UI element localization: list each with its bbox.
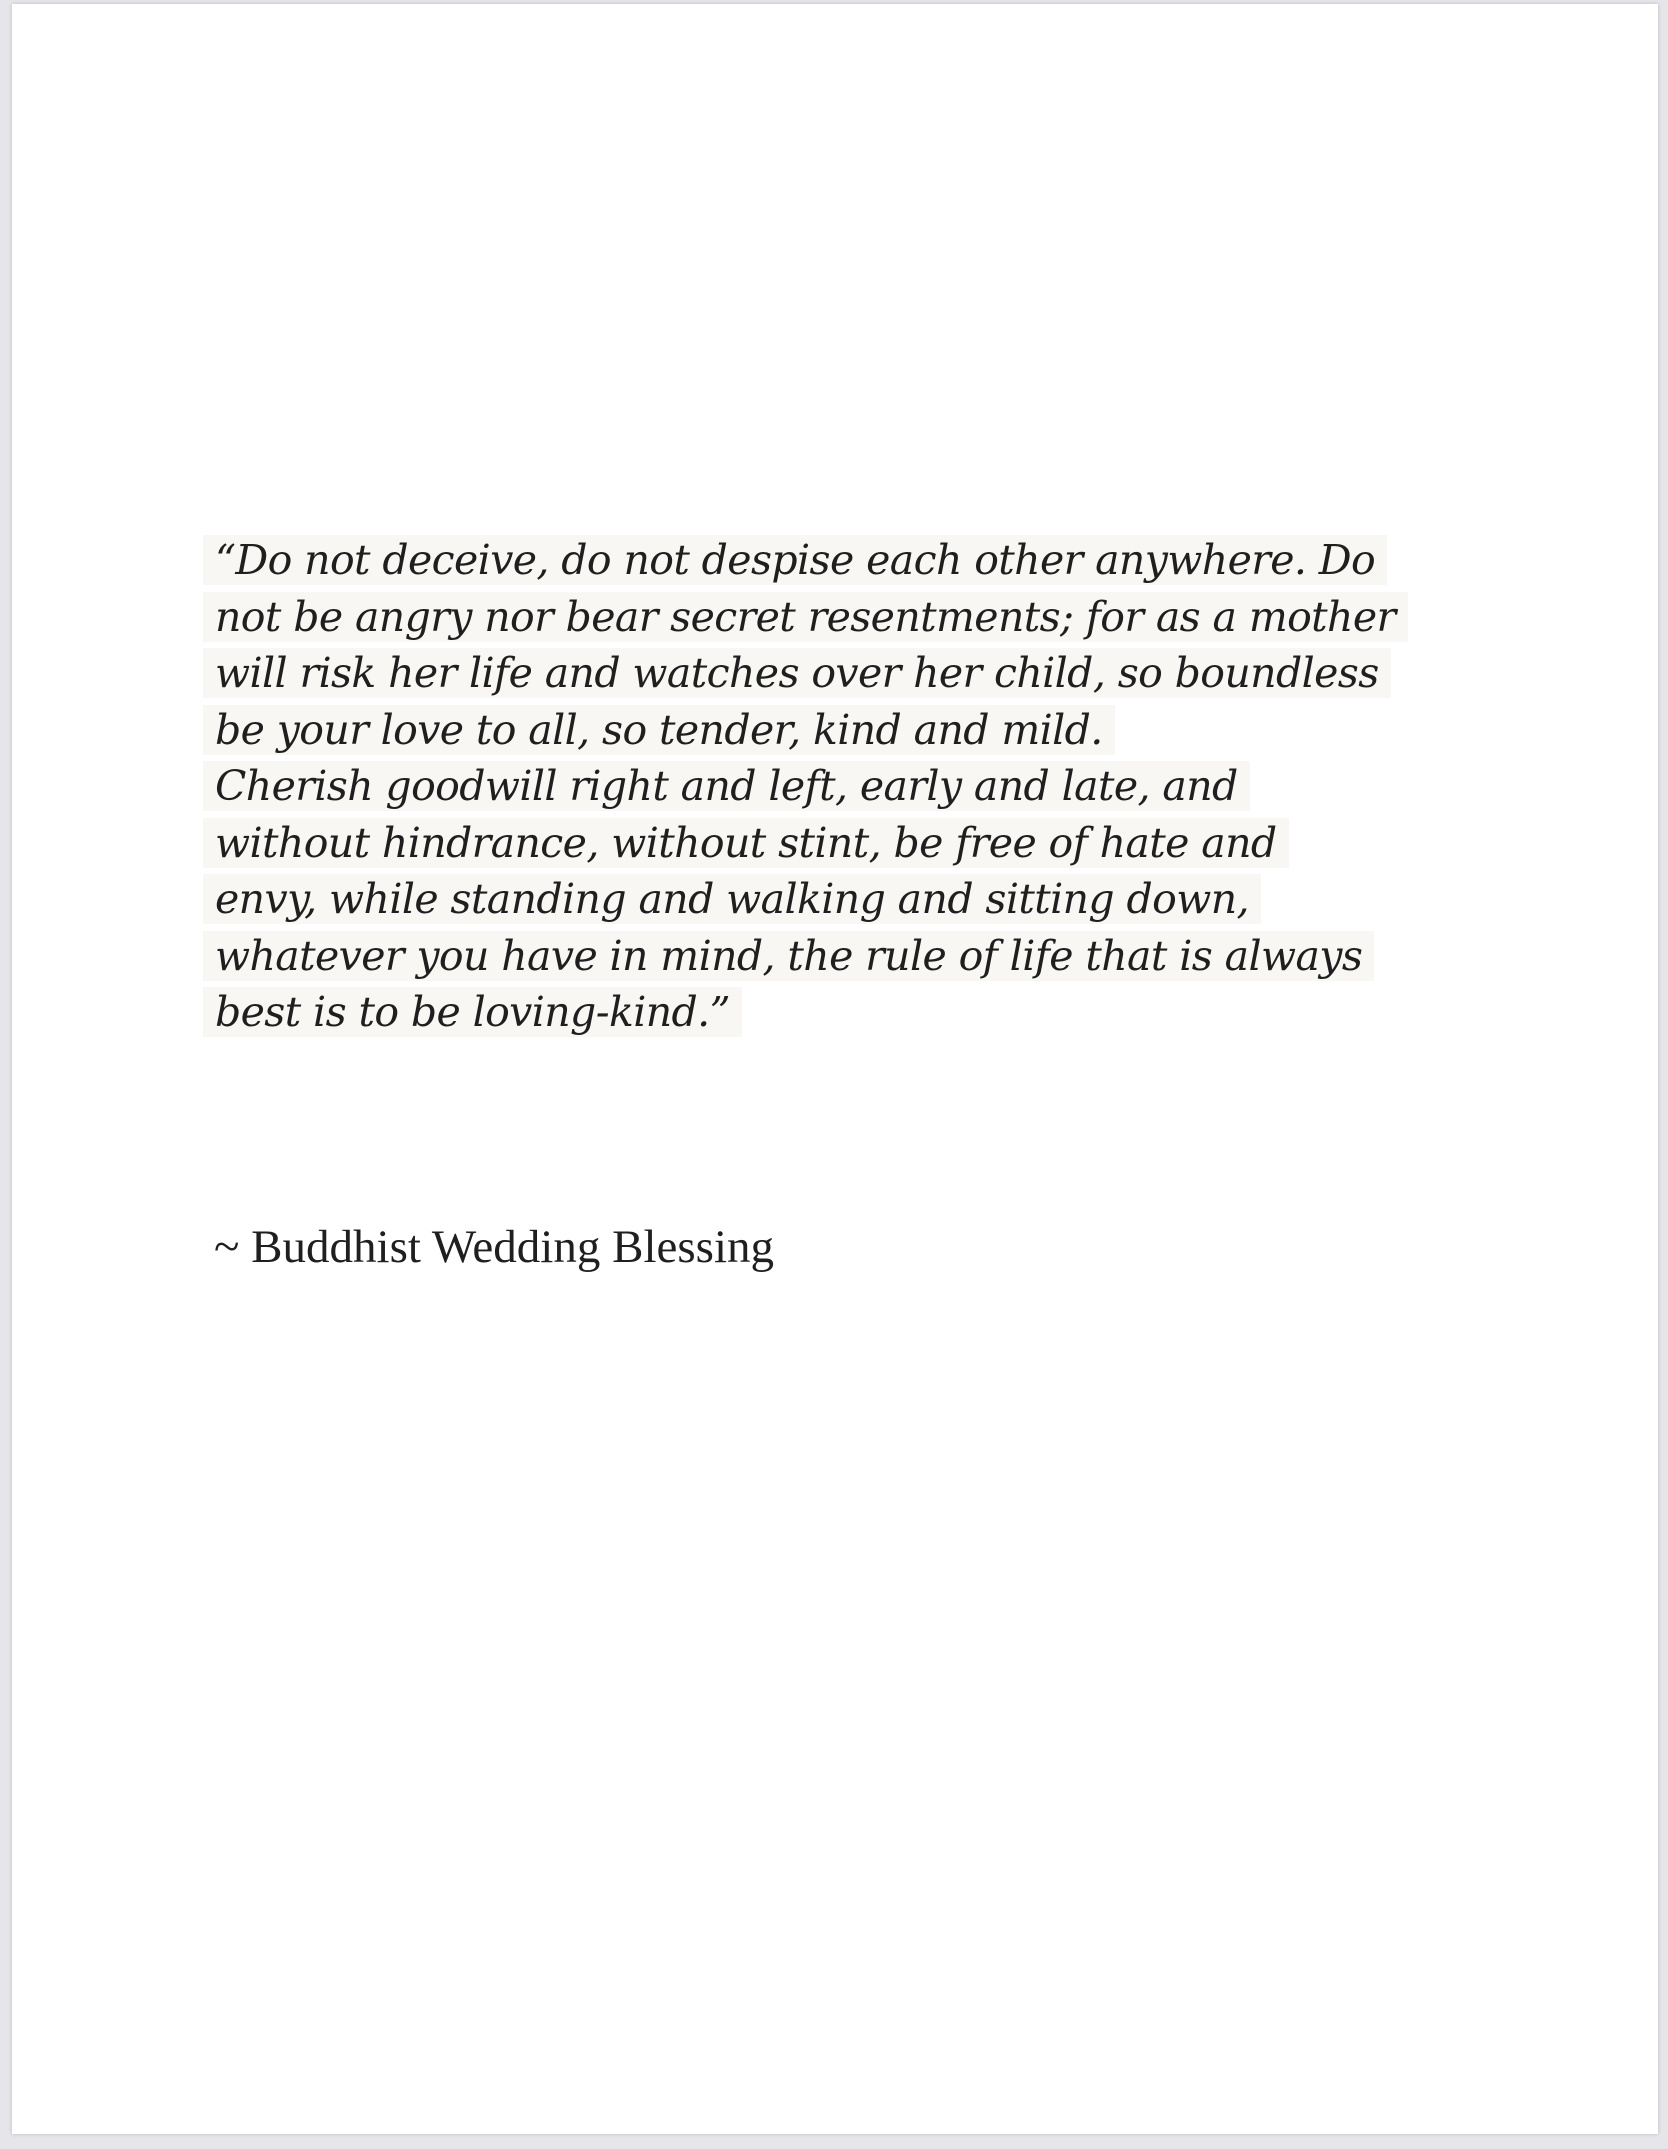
- document-page: [12, 4, 1658, 2134]
- quote-line: be your love to all, so tender, kind and mild.: [203, 702, 1503, 759]
- quote-line: whatever you have in mind, the rule of life that is always: [203, 928, 1503, 985]
- quote-line: best is to be loving-kind.”: [203, 984, 1503, 1041]
- quote-attribution: ~ Buddhist Wedding Blessing: [214, 1221, 775, 1273]
- blessing-quote: [203, 532, 1503, 1041]
- quote-line: envy, while standing and walking and sitting down,: [203, 871, 1503, 928]
- quote-line: not be angry nor bear secret resentments; for as a mother: [203, 589, 1503, 646]
- quote-line: will risk her life and watches over her child, so boundless: [203, 645, 1503, 702]
- quote-line: without hindrance, without stint, be free of hate and: [203, 815, 1503, 872]
- quote-line: “Do not deceive, do not despise each other anywhere. Do: [203, 532, 1503, 589]
- quote-line: Cherish goodwill right and left, early and late, and: [203, 758, 1503, 815]
